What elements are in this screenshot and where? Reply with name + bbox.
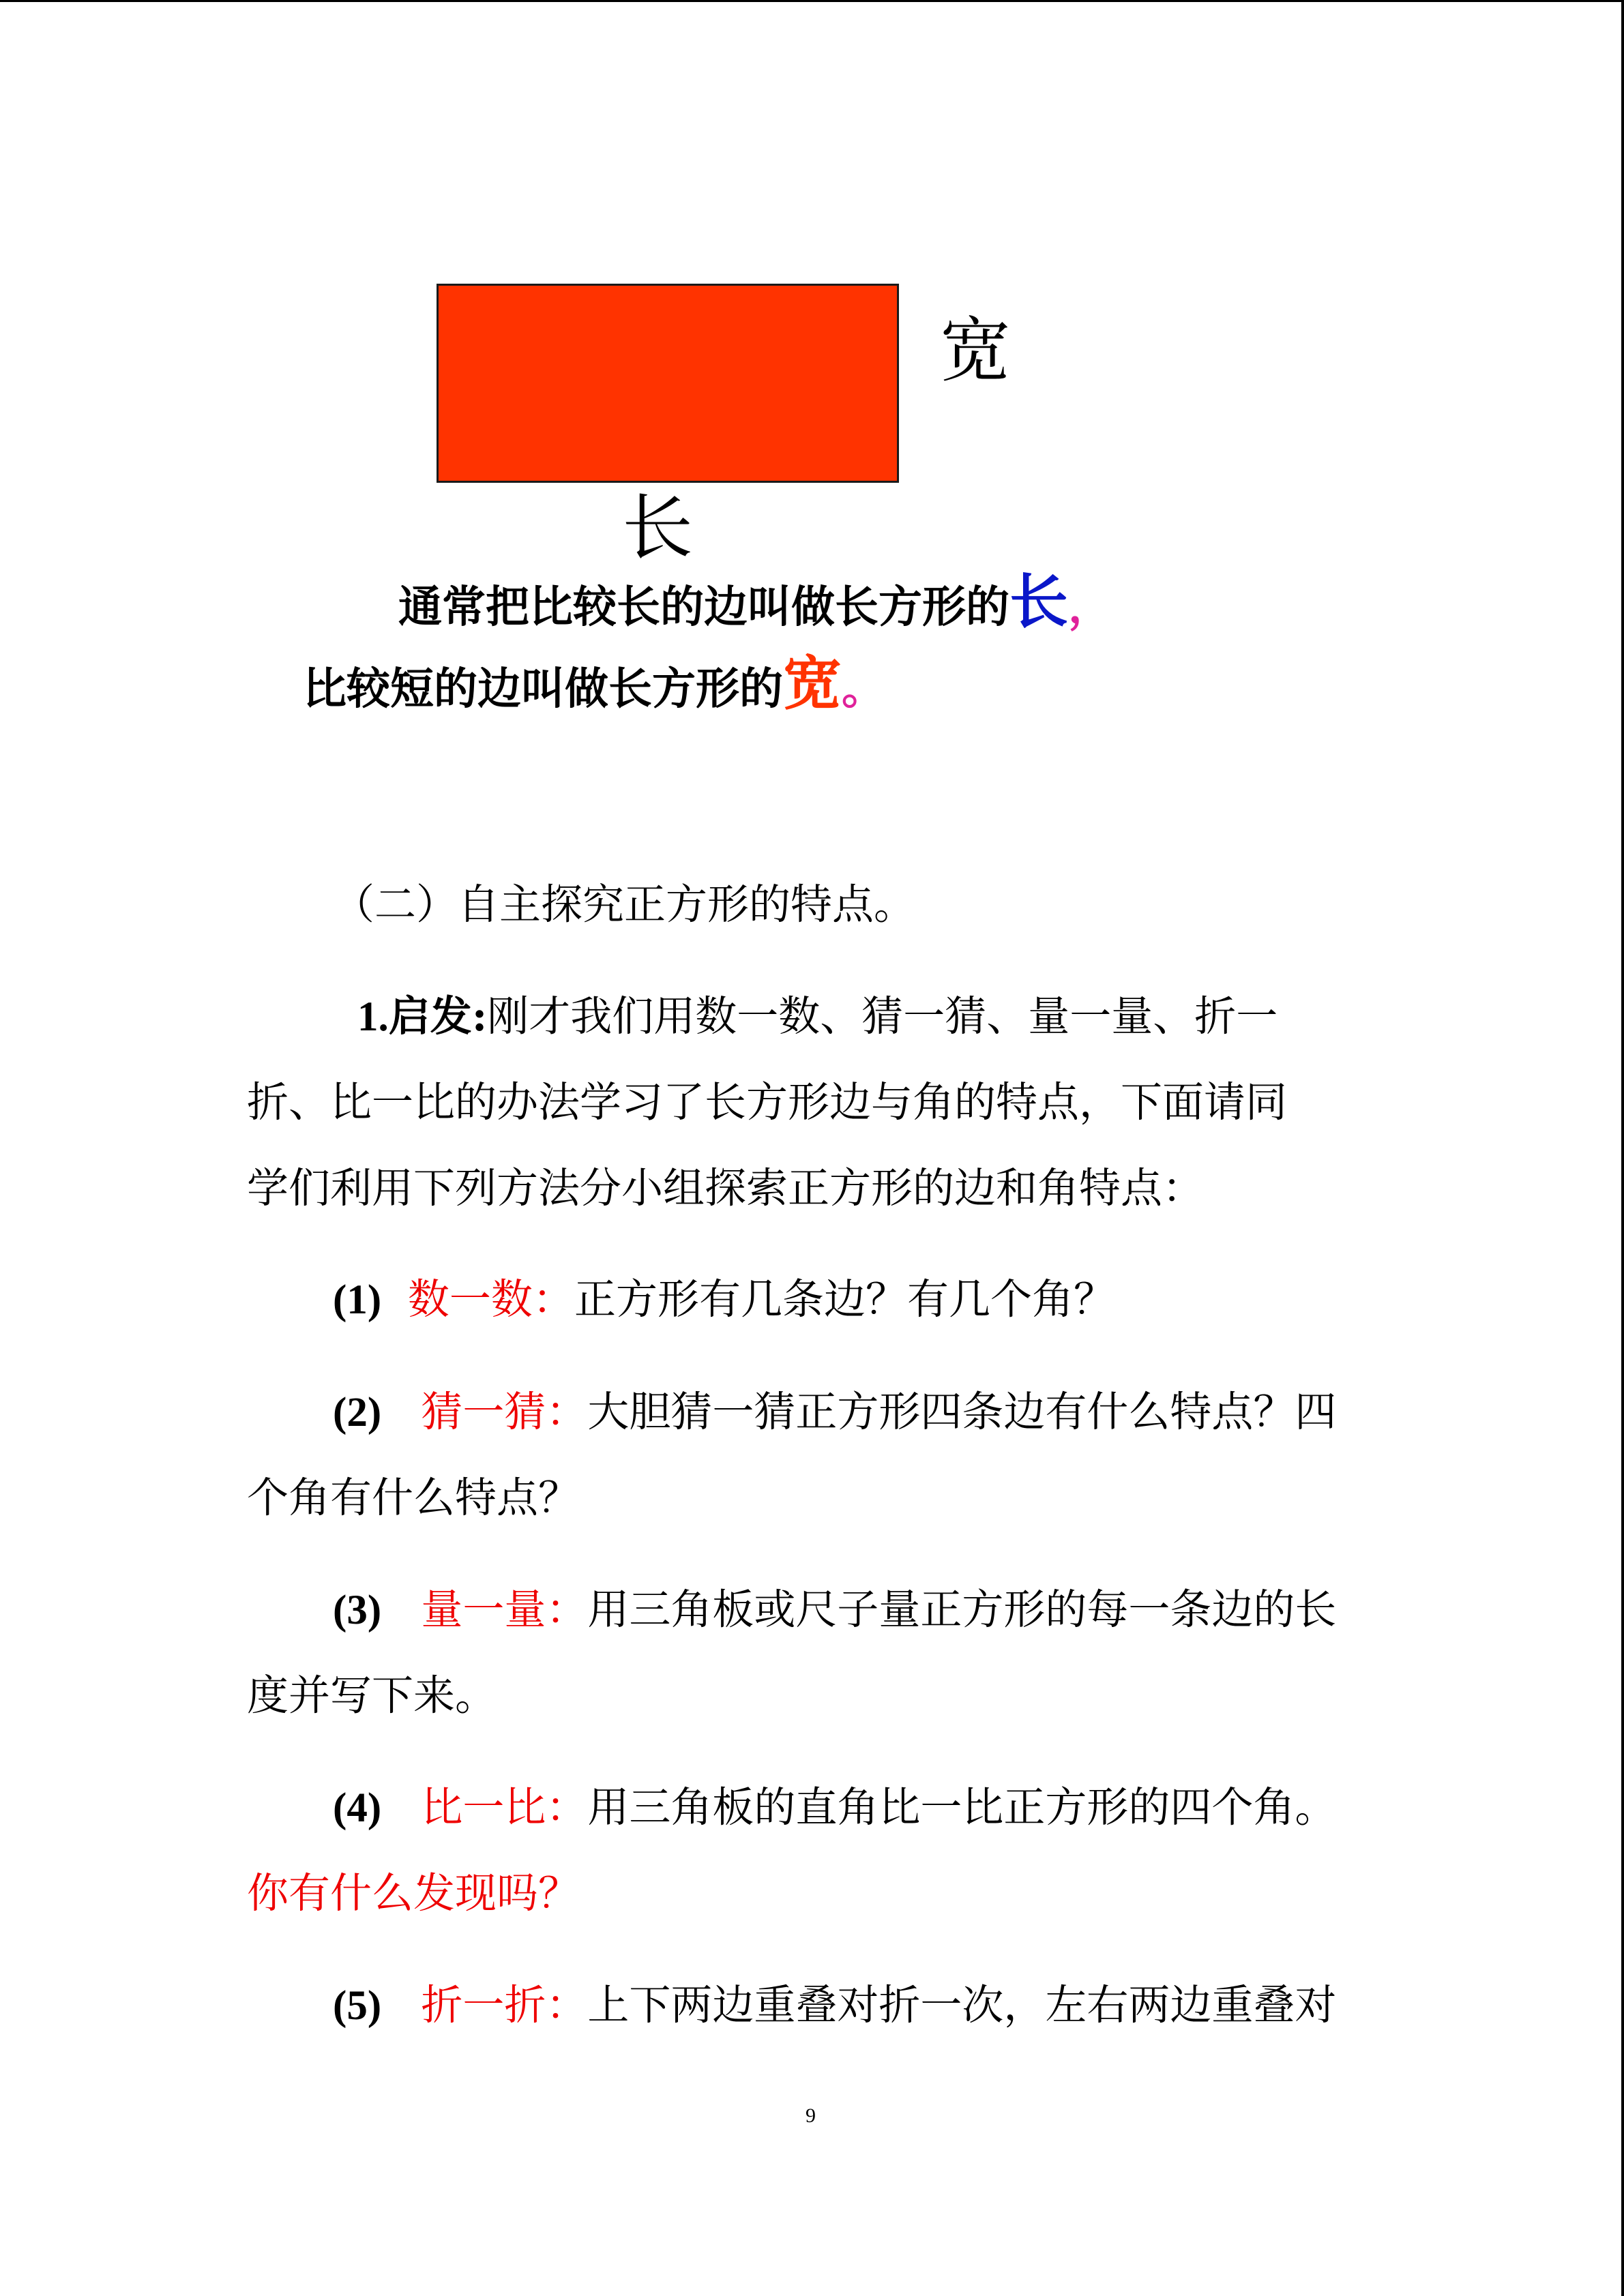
intro-label: 启发: (388, 992, 488, 1041)
rectangle-figure (437, 284, 899, 483)
page-number: 9 (806, 2104, 816, 2127)
item-2-continuation: 个角有什么特点？ (247, 1474, 580, 1522)
section-heading: （二）自主探究正方形的特点。 (333, 880, 916, 929)
item-1-text: 正方形有几条边？有几个角？ (574, 1275, 1115, 1324)
item-2-number: (2) (333, 1390, 382, 1435)
item-1-label: 数一数： (407, 1275, 574, 1324)
item-4-continuation: 你有什么发现吗？ (247, 1869, 580, 1918)
item-2-text: 大胆猜一猜正方形四条边有什么特点？四 (587, 1388, 1337, 1436)
item-4-text: 用三角板的直角比一比正方形的四个角。 (587, 1783, 1337, 1832)
item-4-number: (4) (333, 1785, 382, 1831)
label-long: 长 (622, 486, 694, 569)
item-1-number: (1) (333, 1277, 382, 1323)
intro-line-1 (357, 992, 1278, 1041)
page-top-border (0, 0, 1624, 2)
intro-text-1: 刚才我们用数一数、猜一猜、量一量、折一 (487, 992, 1278, 1041)
definition-punct-2: 。 (842, 664, 885, 715)
item-3 (333, 1585, 1337, 1634)
definition-line-2 (303, 650, 885, 718)
definition-emph-wide: 宽 (783, 650, 842, 718)
page-right-border (1621, 0, 1624, 2296)
item-4 (333, 1783, 1337, 1832)
definition-line-2-text: 比较短的边叫做长方形的 (303, 664, 783, 715)
definition-line-1-text: 通常把比较长的边叫做长方形的 (398, 582, 1009, 633)
item-3-label: 量一量： (421, 1585, 588, 1634)
definition-line-1 (398, 568, 1112, 636)
intro-number: 1. (357, 994, 389, 1040)
item-5-text: 上下两边重叠对折一次，左右两边重叠对 (587, 1981, 1337, 2029)
item-5-number: (5) (333, 1983, 382, 2029)
definition-punct-1: ， (1068, 582, 1112, 633)
item-3-continuation: 度并写下来。 (247, 1671, 497, 1720)
item-4-label: 比一比： (421, 1783, 588, 1832)
item-2-label: 猜一猜： (421, 1388, 588, 1436)
item-5-label: 折一折： (421, 1981, 588, 2029)
label-wide: 宽 (940, 309, 1012, 392)
item-3-text: 用三角板或尺子量正方形的每一条边的长 (587, 1585, 1337, 1634)
item-2 (333, 1388, 1337, 1436)
item-1 (333, 1275, 1115, 1324)
item-5 (333, 1981, 1337, 2029)
item-3-number: (3) (333, 1587, 382, 1633)
intro-line-3: 学们利用下列方法分小组探索正方形的边和角特点： (247, 1164, 1205, 1212)
intro-line-2: 折、比一比的办法学习了长方形边与角的特点，下面请同 (247, 1078, 1288, 1127)
definition-emph-long: 长 (1009, 568, 1068, 636)
